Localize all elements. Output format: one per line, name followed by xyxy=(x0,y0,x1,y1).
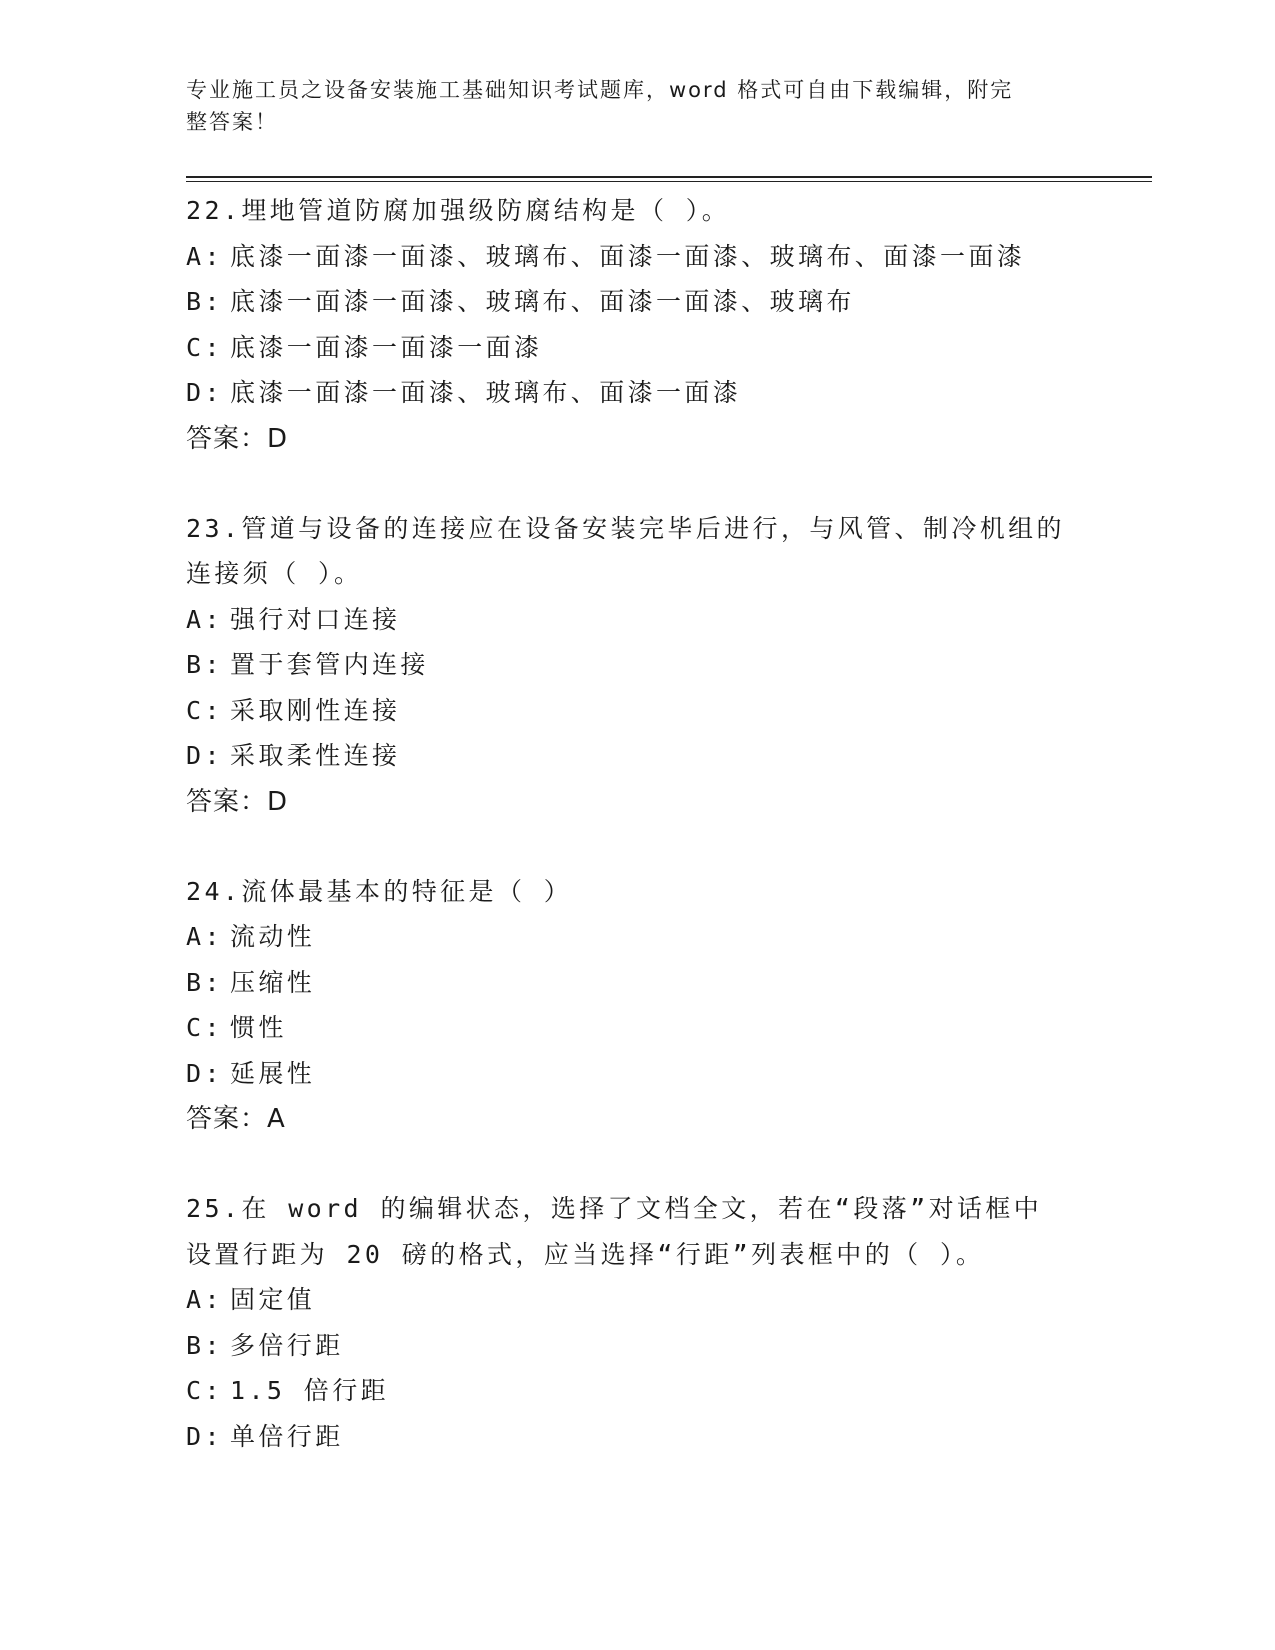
question-22 xyxy=(186,188,1106,462)
question-list xyxy=(186,188,1106,1503)
option-text: 底漆一面漆一面漆、玻璃布、面漆一面漆、玻璃布、面漆一面漆 xyxy=(230,241,1026,271)
option-text: 流动性 xyxy=(230,922,316,951)
answer-label: 答案：D xyxy=(186,786,289,817)
question-stem: 23.管道与设备的连接应在设备安装完毕后进行，与风管、制冷机组的连接须（ ）。 xyxy=(186,513,1065,588)
option-a xyxy=(186,597,1106,643)
header-line-2: 整答案！ xyxy=(186,110,278,134)
option-d xyxy=(186,733,1106,779)
question-25 xyxy=(186,1186,1106,1459)
option-text: 采取刚性连接 xyxy=(230,695,401,725)
option-text: 强行对口连接 xyxy=(230,604,401,634)
option-letter: C: xyxy=(186,332,223,362)
option-letter: D: xyxy=(186,741,223,770)
option-letter: B: xyxy=(186,1330,223,1360)
option-b xyxy=(186,960,1106,1006)
option-text: 固定值 xyxy=(230,1285,316,1314)
option-letter: A: xyxy=(186,1285,223,1314)
option-text: 多倍行距 xyxy=(230,1330,344,1360)
option-d xyxy=(186,1051,1106,1097)
option-letter: C: xyxy=(186,1376,223,1405)
option-text: 压缩性 xyxy=(230,967,316,997)
option-letter: A: xyxy=(186,604,223,634)
option-c xyxy=(186,1368,1106,1414)
question-stem: 22.埋地管道防腐加强级防腐结构是（ ）。 xyxy=(186,196,731,225)
option-letter: B: xyxy=(186,650,223,679)
option-letter: D: xyxy=(186,378,223,407)
option-c xyxy=(186,1005,1106,1051)
option-text: 底漆一面漆一面漆一面漆 xyxy=(230,332,543,362)
option-b xyxy=(186,1323,1106,1369)
option-d xyxy=(186,370,1106,416)
header-rule-thick xyxy=(186,176,1152,178)
option-text: 1.5 倍行距 xyxy=(230,1376,390,1405)
option-letter: A: xyxy=(186,922,223,951)
option-d xyxy=(186,1414,1106,1460)
option-text: 置于套管内连接 xyxy=(230,650,429,679)
option-letter: D: xyxy=(186,1421,223,1451)
question-stem: 24.流体最基本的特征是（ ） xyxy=(186,876,573,906)
option-c xyxy=(186,325,1106,371)
option-letter: B: xyxy=(186,287,223,316)
header-rule-thin xyxy=(186,181,1152,182)
option-letter: B: xyxy=(186,967,223,997)
option-letter: C: xyxy=(186,1013,223,1042)
question-23 xyxy=(186,506,1106,825)
option-text: 单倍行距 xyxy=(230,1421,344,1451)
option-b xyxy=(186,642,1106,688)
header-line-1: 专业施工员之设备安装施工基础知识考试题库，word 格式可自由下载编辑，附完 xyxy=(186,78,1014,102)
option-text: 底漆一面漆一面漆、玻璃布、面漆一面漆、玻璃布 xyxy=(230,287,855,316)
option-text: 延展性 xyxy=(230,1058,316,1088)
option-a xyxy=(186,234,1106,280)
option-b xyxy=(186,279,1106,325)
option-text: 惯性 xyxy=(230,1013,287,1042)
document-header xyxy=(186,74,1066,138)
option-text: 采取柔性连接 xyxy=(230,741,401,770)
option-letter: A: xyxy=(186,241,223,271)
option-a xyxy=(186,914,1106,960)
option-text: 底漆一面漆一面漆、玻璃布、面漆一面漆 xyxy=(230,378,742,407)
answer-label: 答案：D xyxy=(186,423,289,454)
option-c xyxy=(186,688,1106,734)
question-stem: 25.在 word 的编辑状态，选择了文档全文，若在“段落”对话框中设置行距为 20 磅的格式，应当选择“行距”列表框中的（ ）。 xyxy=(186,1194,1043,1269)
option-letter: D: xyxy=(186,1058,223,1088)
option-a xyxy=(186,1277,1106,1323)
option-letter: C: xyxy=(186,695,223,725)
answer-label: 答案：A xyxy=(186,1104,286,1134)
question-24 xyxy=(186,869,1106,1143)
